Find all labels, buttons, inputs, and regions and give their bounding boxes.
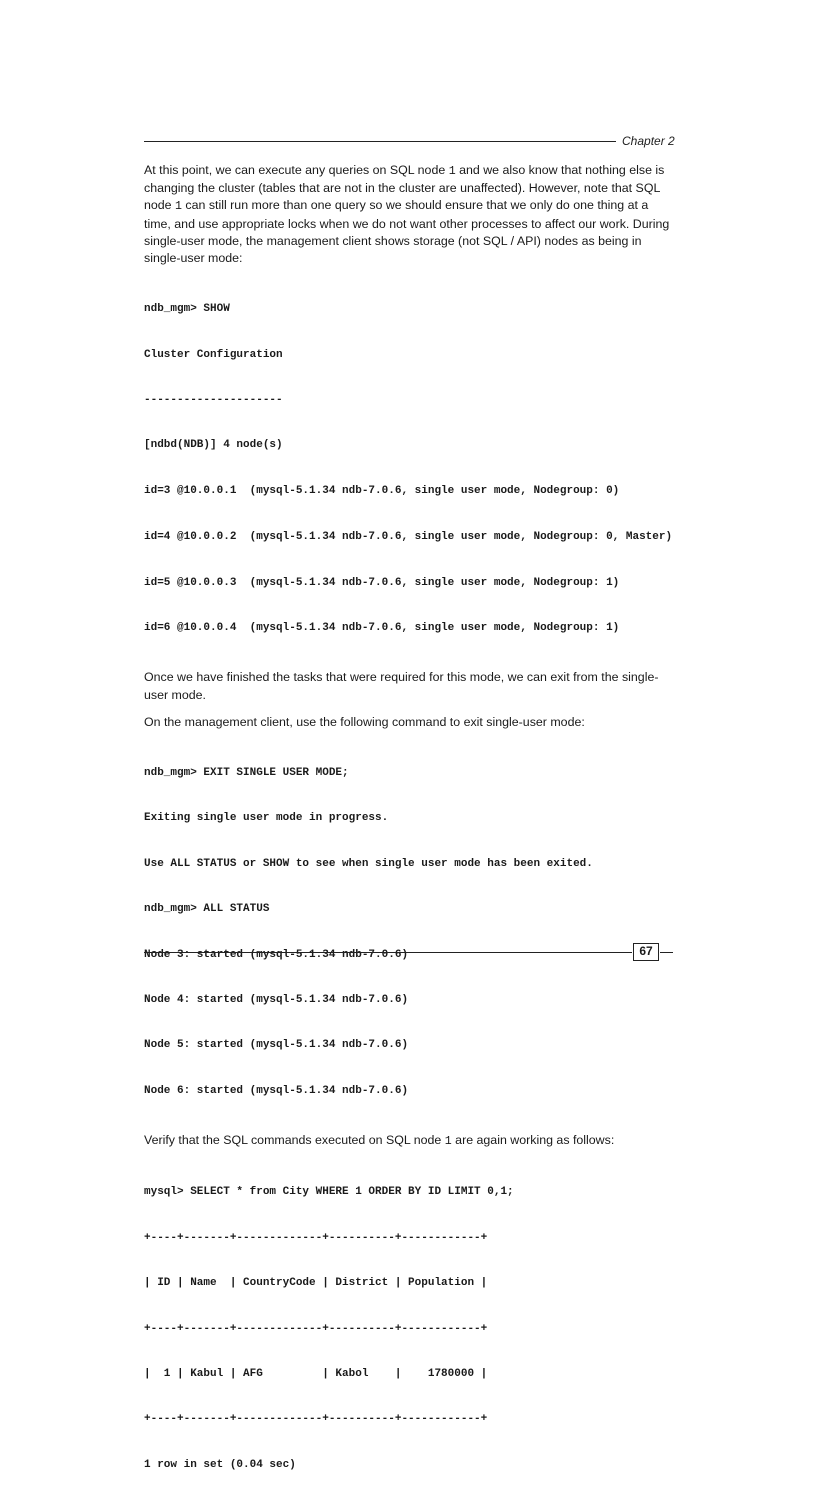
footer-rule-tail — [660, 952, 673, 953]
code-line: | ID | Name | CountryCode | District | Population | — [144, 1277, 488, 1290]
intro-paragraph — [144, 162, 674, 267]
code-line: ndb_mgm> EXIT SINGLE USER MODE; — [144, 767, 349, 780]
exit-paragraph: On the management client, use the following command to exit single-user mode: — [144, 714, 585, 729]
code-line: mysql> SELECT * from City WHERE 1 ORDER BY ID LIMIT 0,1; — [144, 1186, 514, 1199]
code-line: id=5 @10.0.0.3 (mysql-5.1.34 ndb-7.0.6, single user mode, Nodegroup: 1) — [144, 576, 620, 589]
code-line: +----+-------+-------------+----------+------------+ — [144, 1413, 488, 1426]
intro-text-2: and we also know that nothing else is changing the cluster (tables that are not in the cluster are unaffected). However, note that SQL node — [144, 163, 665, 213]
page-number: 67 — [633, 943, 659, 961]
code-line: +----+-------+-------------+----------+------------+ — [144, 1322, 488, 1335]
code-line: Node 6: started (mysql-5.1.34 ndb-7.0.6) — [144, 1084, 409, 1097]
code-line: | 1 | Kabul | AFG | Kabol | 1780000 | — [144, 1367, 488, 1380]
intro-text-3: can still run more than one query so we should ensure that we only do one thing at a time, and use appropriate locks when we do not want other processes to affect our work. During single-user mode, the management client shows storage (not SQL / API) nodes as being in single-user mode: — [144, 198, 670, 266]
code-line: 1 row in set (0.04 sec) — [144, 1458, 296, 1471]
intro-node-number: 1 — [448, 165, 456, 178]
intro-node-number-2: 1 — [175, 200, 182, 214]
code-line: Node 4: started (mysql-5.1.34 ndb-7.0.6) — [144, 994, 409, 1007]
code-line: Node 5: started (mysql-5.1.34 ndb-7.0.6) — [144, 1039, 409, 1052]
verify-text-1: Verify that the SQL commands executed on SQL node — [144, 1133, 445, 1148]
code-line: +----+-------+-------------+----------+------------+ — [144, 1231, 488, 1244]
code-line: id=4 @10.0.0.2 (mysql-5.1.34 ndb-7.0.6, single user mode, Nodegroup: 0, Master) — [144, 531, 673, 544]
code-line: ndb_mgm> SHOW — [144, 303, 230, 316]
chapter-label: Chapter 2 — [622, 134, 675, 148]
code-block-exit — [144, 739, 674, 1126]
verify-node-number: 1 — [444, 1135, 452, 1149]
code-line: Exiting single user mode in progress. — [144, 812, 389, 825]
finished-paragraph: Once we have finished the tasks that were required for this mode, we can exit from the single-user mode. — [144, 670, 659, 702]
header-rule — [144, 141, 616, 142]
code-line: id=3 @10.0.0.1 (mysql-5.1.34 ndb-7.0.6, single user mode, Nodegroup: 0) — [144, 484, 620, 497]
code-line: Use ALL STATUS or SHOW to see when single user mode has been exited. — [144, 857, 593, 870]
verify-paragraph — [144, 1132, 674, 1150]
code-line: Node 3: started (mysql-5.1.34 ndb-7.0.6) — [144, 948, 409, 961]
verify-text-2: are again working as follows: — [451, 1133, 615, 1148]
code-block-select — [144, 1158, 674, 1500]
code-line: ndb_mgm> ALL STATUS — [144, 903, 270, 916]
intro-text-1: At this point, we can execute any queries on SQL node — [144, 163, 449, 177]
page-content — [144, 162, 674, 1500]
code-line: --------------------- — [144, 394, 283, 406]
code-line: id=6 @10.0.0.4 (mysql-5.1.34 ndb-7.0.6, single user mode, Nodegroup: 1) — [144, 622, 620, 635]
code-line: Cluster Configuration — [144, 348, 283, 361]
code-line: [ndbd(NDB)] 4 node(s) — [144, 439, 283, 452]
footer-rule — [144, 952, 632, 953]
code-block-show — [144, 275, 674, 663]
